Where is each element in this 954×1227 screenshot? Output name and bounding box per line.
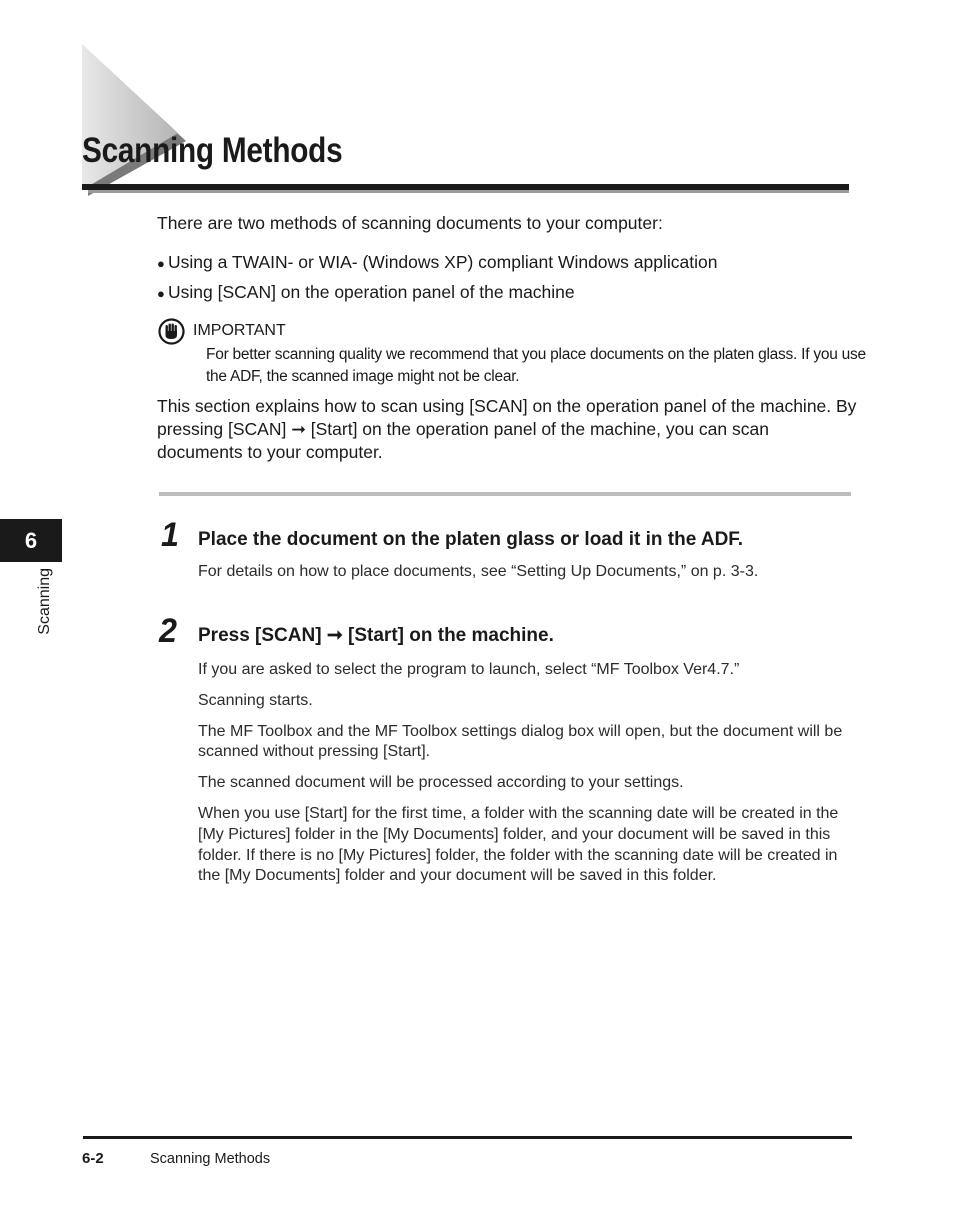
important-label: IMPORTANT xyxy=(193,322,286,339)
list-item: ● Using [SCAN] on the operation panel of the machine xyxy=(157,278,717,308)
footer-rule xyxy=(83,1136,852,1139)
footer-section-title: Scanning Methods xyxy=(150,1151,271,1167)
page-number: 6-2 xyxy=(82,1150,104,1167)
section-description: This section explains how to scan using [SCAN] on the operation panel of the machine. By pressing [SCAN] ➞ [Start] on the operation panel of the machine, you can scan documents to your computer. xyxy=(157,396,857,463)
chapter-number: 6 xyxy=(24,528,38,553)
section-separator xyxy=(159,492,851,496)
step-details xyxy=(198,660,853,897)
important-text: For better scanning quality we recommend that you place documents on the platen glass. If you use the ADF, the scanned image might not be clear. xyxy=(206,346,866,385)
list-item: ● Using a TWAIN- or WIA- (Windows XP) compliant Windows application xyxy=(157,248,717,278)
step-detail: When you use [Start] for the first time, a folder with the scanning date will be created in the [My Pictures] folder in the [My Documents] folder, and your document will be saved in this folder. If there is no [My Pictures] folder, the folder with the scanning date will be created in the [My Documents] folder and your document will be saved in this folder. xyxy=(198,804,839,885)
arrow-icon: ➞ xyxy=(291,419,306,440)
stop-hand-icon xyxy=(158,318,185,345)
arrow-icon: ➞ xyxy=(326,625,343,646)
bullet-icon: ● xyxy=(157,256,165,271)
bullet-icon: ● xyxy=(157,286,165,301)
step-title: Place the document on the platen glass or load it in the ADF. xyxy=(198,529,744,550)
step-number: 2 xyxy=(159,612,177,650)
method-list xyxy=(157,248,717,308)
chapter-label: Scanning xyxy=(36,568,53,635)
title-rule-shadow xyxy=(88,190,849,193)
step-detail: Scanning starts. xyxy=(198,691,313,709)
step-number: 1 xyxy=(161,516,179,554)
step-detail: The scanned document will be processed according to your settings. xyxy=(198,774,684,792)
step-detail: If you are asked to select the program to launch, select “MF Toolbox Ver4.7.” xyxy=(198,661,740,678)
title-triangle-decoration xyxy=(82,44,192,204)
step-detail: For details on how to place documents, see “Setting Up Documents,” on p. 3-3. xyxy=(198,563,759,580)
page-title: Scanning Methods xyxy=(82,131,343,170)
intro-text: There are two methods of scanning documents to your computer: xyxy=(157,213,663,233)
step-detail: The MF Toolbox and the MF Toolbox settings dialog box will open, but the document will be scanned without pressing [Start]. xyxy=(198,722,843,761)
step-title: Press [SCAN] ➞ [Start] on the machine. xyxy=(198,625,554,646)
